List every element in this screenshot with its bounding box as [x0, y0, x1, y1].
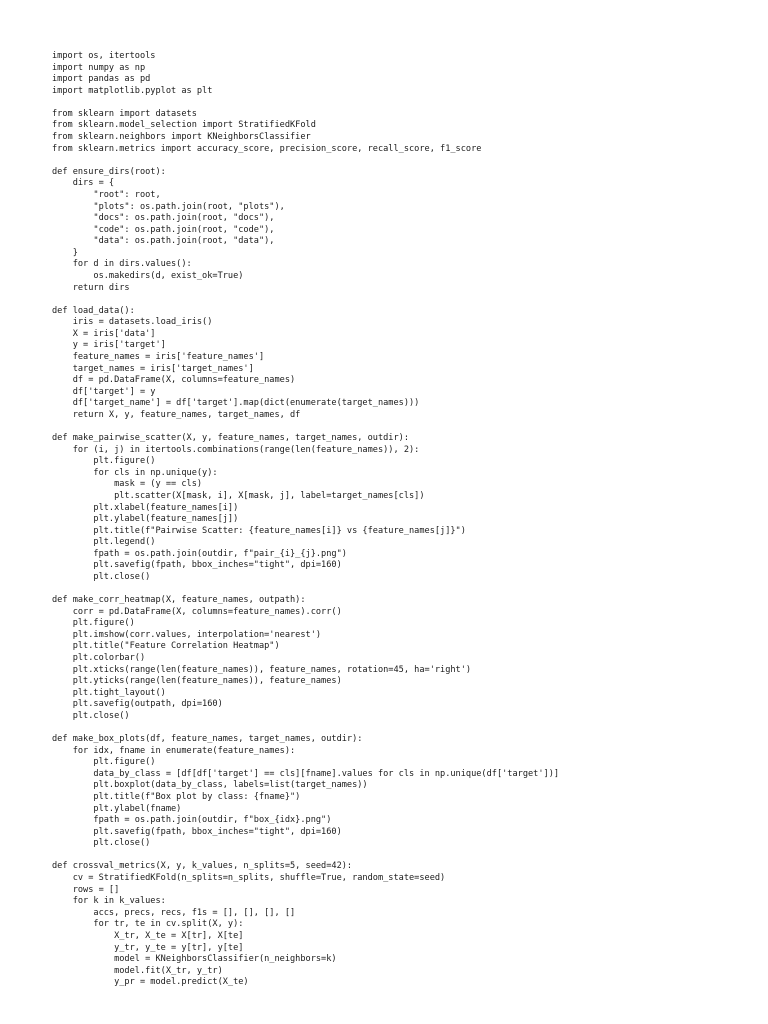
code-line: def make_box_plots(df, feature_names, target_names, outdir):: [52, 734, 363, 745]
code-line: from sklearn.neighbors import KNeighborsClassifier: [52, 132, 311, 143]
code-line: plt.figure(): [52, 456, 156, 467]
code-line: def ensure_dirs(root):: [52, 166, 166, 177]
code-line: mask = (y == cls): [52, 479, 203, 490]
code-line: for cls in np.unique(y):: [52, 467, 218, 478]
code-line: [52, 422, 559, 434]
code-line: [52, 584, 559, 596]
code-line: plt.figure(): [52, 757, 156, 768]
code-line: plt.close(): [52, 572, 151, 583]
code-line: df['target_name'] = df['target'].map(dict(enumerate(target_names))): [52, 398, 420, 409]
code-line: plt.savefig(fpath, bbox_inches="tight", dpi=160): [52, 826, 342, 837]
code-line: for k in k_values:: [52, 896, 166, 907]
code-line: plt.xlabel(feature_names[i]): [52, 502, 239, 513]
code-line: y_tr, y_te = y[tr], y[te]: [52, 942, 244, 953]
code-line: plt.tight_layout(): [52, 687, 166, 698]
code-line: y_pr = model.predict(X_te): [52, 977, 249, 988]
code-line: plt.title("Feature Correlation Heatmap"): [52, 641, 280, 652]
code-line: return dirs: [52, 282, 130, 293]
code-line: df['target'] = y: [52, 386, 156, 397]
code-line: plt.legend(): [52, 537, 156, 548]
code-line: plt.colorbar(): [52, 653, 146, 664]
code-line: [52, 294, 559, 306]
code-line: [52, 850, 559, 862]
code-line: os.makedirs(d, exist_ok=True): [52, 270, 244, 281]
code-line: for tr, te in cv.split(X, y):: [52, 919, 244, 930]
code-line: for d in dirs.values():: [52, 259, 192, 270]
code-listing: [52, 51, 559, 989]
code-line: model = KNeighborsClassifier(n_neighbors=k): [52, 954, 337, 965]
code-line: import numpy as np: [52, 62, 146, 73]
code-line: iris = datasets.load_iris(): [52, 317, 213, 328]
code-line: fpath = os.path.join(outdir, f"box_{idx}.png"): [52, 815, 332, 826]
code-line: model.fit(X_tr, y_tr): [52, 965, 223, 976]
code-line: y = iris['target']: [52, 340, 166, 351]
code-line: plt.boxplot(data_by_class, labels=list(target_names)): [52, 780, 368, 791]
code-line: plt.title(f"Box plot by class: {fname}"): [52, 792, 301, 802]
code-line: }: [52, 247, 78, 258]
code-line: plt.imshow(corr.values, interpolation='nearest'): [52, 629, 322, 640]
code-line: plt.title(f"Pairwise Scatter: {feature_names[i]} vs {feature_names[j]}"): [52, 525, 466, 536]
code-line: import matplotlib.pyplot as plt: [52, 85, 213, 96]
code-line: def make_corr_heatmap(X, feature_names, outpath):: [52, 595, 306, 606]
code-line: data_by_class = [df[df['target'] == cls][fname].values for cls in np.unique(df['target'])]: [52, 768, 560, 779]
code-line: import os, itertools: [52, 51, 156, 61]
code-line: target_names = iris['target_names']: [52, 363, 254, 374]
code-line: plt.savefig(outpath, dpi=160): [52, 699, 223, 710]
code-line: def make_pairwise_scatter(X, y, feature_names, target_names, outdir):: [52, 433, 409, 444]
code-line: plt.close(): [52, 838, 151, 849]
code-line: for idx, fname in enumerate(feature_names):: [52, 745, 296, 756]
code-line: plt.close(): [52, 710, 130, 721]
code-line: plt.ylabel(fname): [52, 803, 182, 814]
code-line: [52, 723, 559, 735]
code-line: for (i, j) in itertools.combinations(range(len(feature_names)), 2):: [52, 444, 420, 455]
code-line: corr = pd.DataFrame(X, columns=feature_names).corr(): [52, 606, 342, 617]
code-line: accs, precs, recs, f1s = [], [], [], []: [52, 907, 296, 918]
code-line: from sklearn.metrics import accuracy_score, precision_score, recall_score, f1_score: [52, 143, 482, 154]
code-line: "code": os.path.join(root, "code"),: [52, 224, 275, 235]
code-line: from sklearn import datasets: [52, 108, 197, 119]
code-line: plt.yticks(range(len(feature_names)), feature_names): [52, 676, 342, 687]
code-line: plt.savefig(fpath, bbox_inches="tight", dpi=160): [52, 560, 342, 571]
code-line: feature_names = iris['feature_names']: [52, 352, 265, 363]
code-line: plt.figure(): [52, 618, 135, 629]
code-line: def load_data():: [52, 305, 135, 316]
code-line: df = pd.DataFrame(X, columns=feature_names): [52, 375, 296, 386]
code-line: X = iris['data']: [52, 328, 156, 339]
code-line: plt.scatter(X[mask, i], X[mask, j], label=target_names[cls]): [52, 490, 425, 501]
code-line: "plots": os.path.join(root, "plots"),: [52, 201, 285, 212]
code-line: rows = []: [52, 884, 120, 895]
code-line: "root": root,: [52, 189, 161, 200]
code-line: import pandas as pd: [52, 74, 151, 85]
code-line: return X, y, feature_names, target_names, df: [52, 409, 301, 420]
code-line: cv = StratifiedKFold(n_splits=n_splits, shuffle=True, random_state=seed): [52, 873, 446, 884]
code-line: plt.xticks(range(len(feature_names)), feature_names, rotation=45, ha='right'): [52, 664, 472, 675]
code-line: def crossval_metrics(X, y, k_values, n_splits=5, seed=42):: [52, 861, 353, 872]
code-line: "docs": os.path.join(root, "docs"),: [52, 213, 275, 224]
code-line: [52, 155, 559, 167]
code-line: plt.ylabel(feature_names[j]): [52, 514, 239, 525]
code-line: dirs = {: [52, 178, 115, 189]
code-line: fpath = os.path.join(outdir, f"pair_{i}_{j}.png"): [52, 548, 347, 559]
code-line: X_tr, X_te = X[tr], X[te]: [52, 930, 244, 941]
code-line: "data": os.path.join(root, "data"),: [52, 236, 275, 247]
code-line: from sklearn.model_selection import StratifiedKFold: [52, 120, 316, 131]
code-line: [52, 97, 559, 109]
